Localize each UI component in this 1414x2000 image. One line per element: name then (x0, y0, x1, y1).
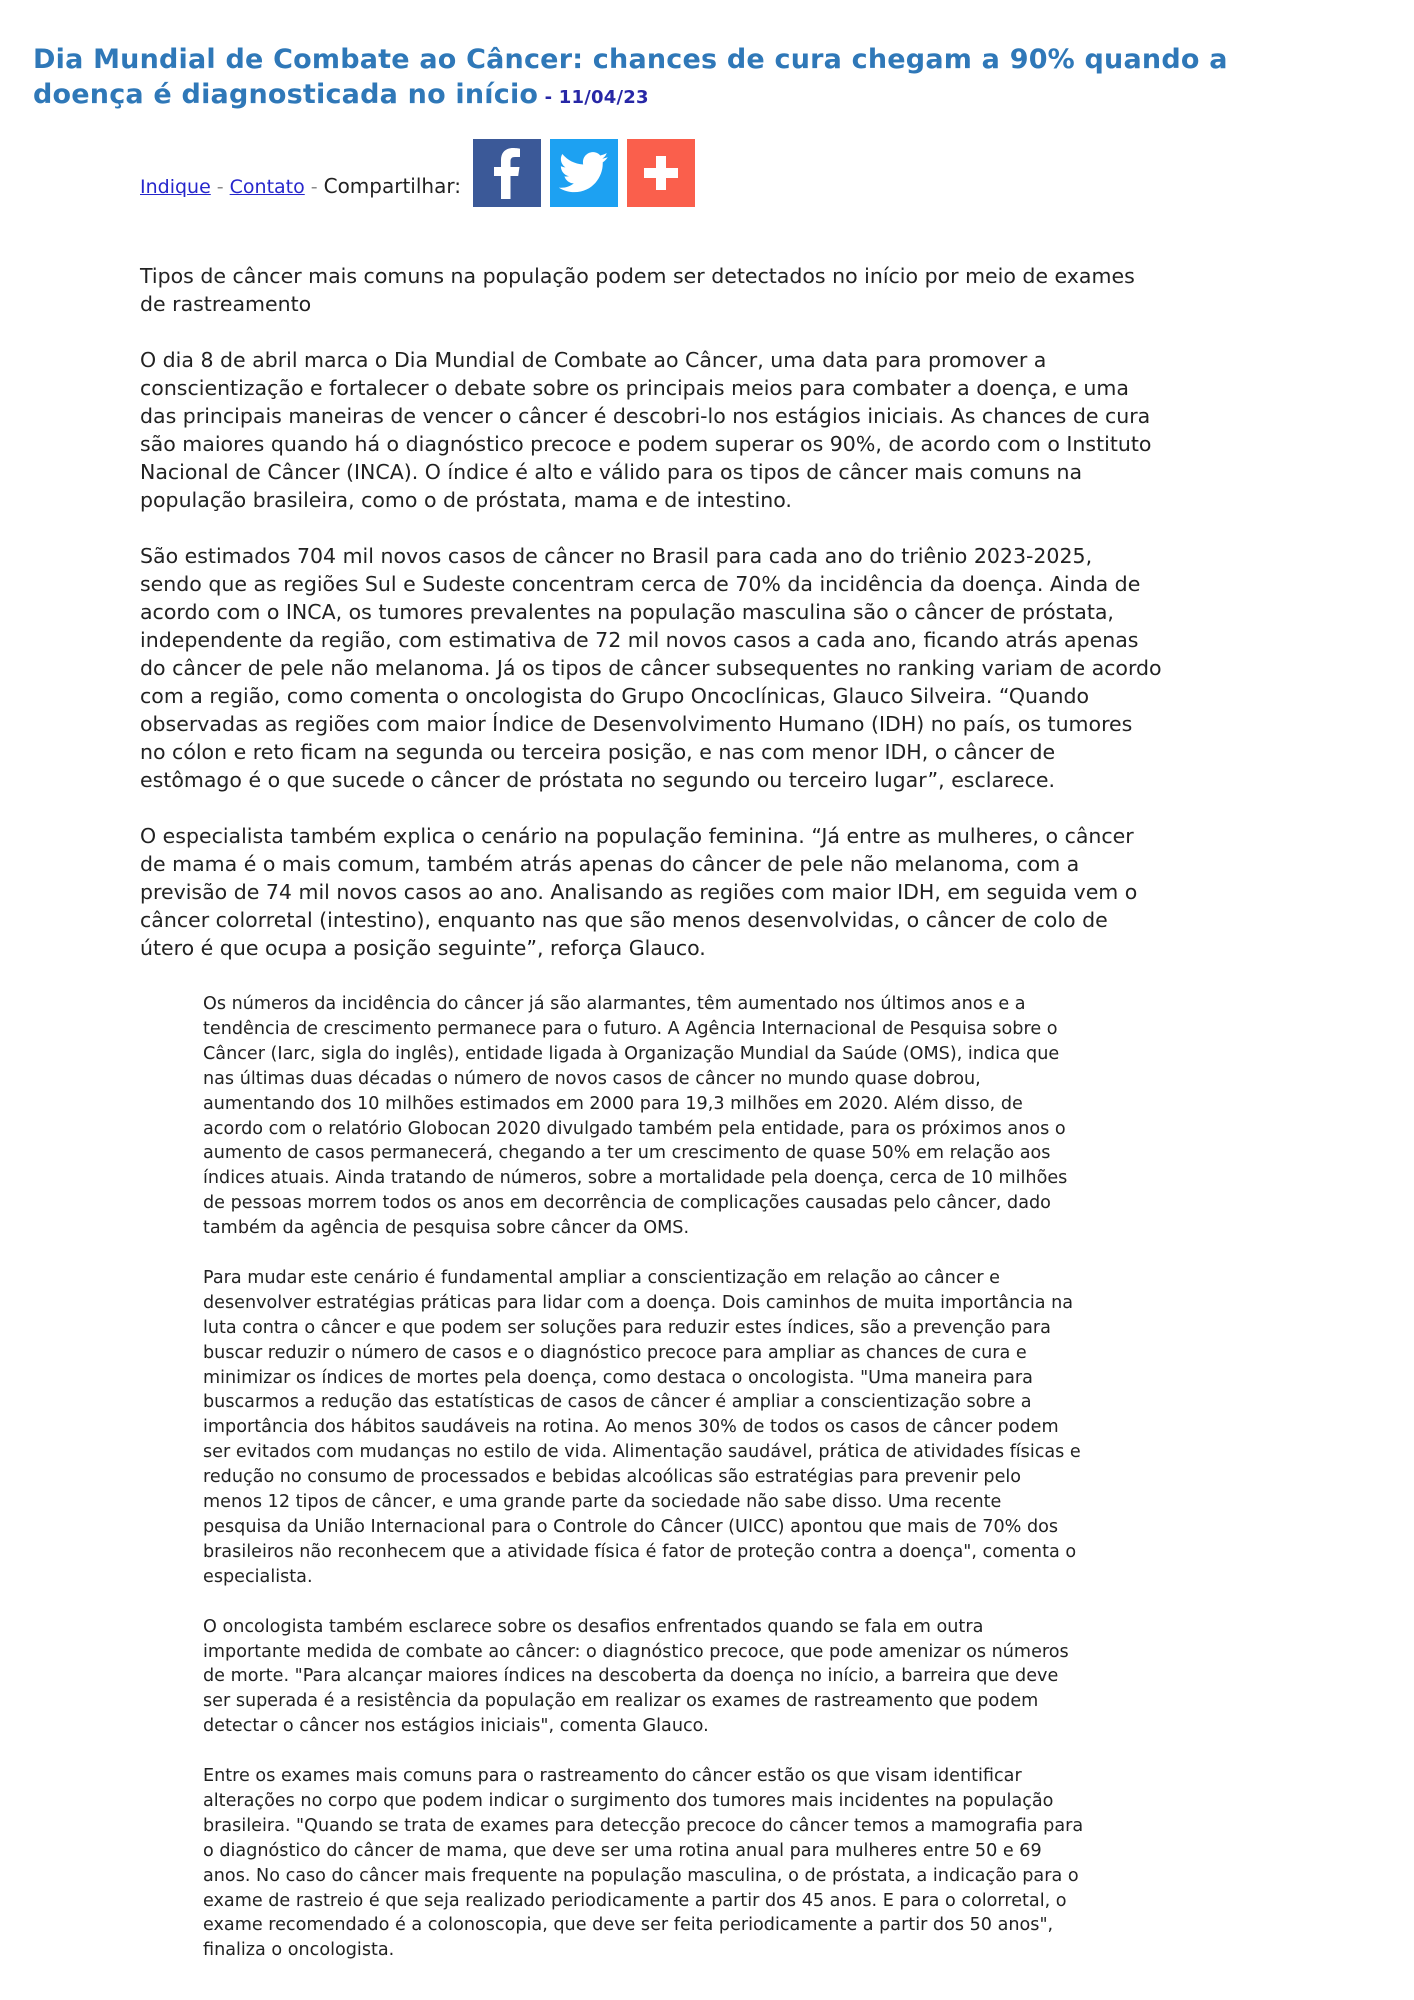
text-line: brasileira. "Quando se trata de exames para detecção precoce do câncer temos a mamografia para (203, 1815, 1084, 1836)
text-line: exame recomendado é a colonoscopia, que deve ser feita periodicamente a partir dos 50 anos", (203, 1915, 1054, 1936)
separator: - (310, 176, 318, 198)
quote-paragraph (203, 1764, 1353, 1963)
text-line: câncer colorretal (intestino), enquanto nas que são menos desenvolvidas, o câncer de colo de (140, 908, 1108, 932)
text-line: do câncer de pele não melanoma. Já os tipos de câncer subsequentes no ranking variam de acordo (140, 656, 1162, 680)
text-line: aumento de casos permanecerá, chegando a ter um crescimento de quase 50% em relação aos (203, 1143, 1051, 1164)
date-separator: - (538, 87, 559, 109)
paragraph (140, 542, 1400, 794)
text-line: Os números da incidência do câncer já são alarmantes, têm aumentado nos últimos anos e a (203, 994, 1026, 1014)
title-line: Dia Mundial de Combate ao Câncer: chances de cura chegam a 90% quando a (33, 44, 1228, 76)
text-line: índices atuais. Ainda tratando de números, sobre a mortalidade pela doença, cerca de 10 milhões (203, 1168, 1068, 1189)
article-subtitle (140, 262, 1400, 318)
paragraph (140, 346, 1400, 514)
title-line: doença é diagnosticada no início (33, 79, 539, 111)
text-line: O especialista também explica o cenário na população feminina. “Já entre as mulheres, o câncer (140, 824, 1134, 848)
paragraph (140, 822, 1400, 962)
text-line: aumentando dos 10 milhões estimados em 2000 para 19,3 milhões em 2020. Além disso, de (203, 1093, 1023, 1114)
article-title (33, 42, 1393, 115)
facebook-icon (487, 147, 527, 199)
text-line: sendo que as regiões Sul e Sudeste concentram cerca de 70% da incidência da doença. Ainda de (140, 572, 1141, 596)
quoted-section (203, 992, 1353, 1988)
text-line: útero é que ocupa a posição seguinte”, reforça Glauco. (140, 936, 706, 960)
text-line: nas últimas duas décadas o número de novos casos de câncer no mundo quase dobrou, (203, 1068, 981, 1089)
text-line: Entre os exames mais comuns para o rastreamento do câncer estão os que visam identificar (203, 1766, 1022, 1787)
text-line: previsão de 74 mil novos casos ao ano. Analisando as regiões com maior IDH, em seguida vem o (140, 880, 1138, 904)
quote-paragraph (203, 1266, 1353, 1590)
text-line: minimizar os índices de mortes pela doença, como destaca o oncologista. "Uma maneira para (203, 1367, 1033, 1388)
text-line: das principais maneiras de vencer o câncer é descobri-lo nos estágios iniciais. As chances de cura (140, 404, 1151, 428)
text-line: anos. No caso do câncer mais frequente na população masculina, o de próstata, a indicação para o (203, 1865, 1079, 1886)
text-line: independente da região, com estimativa de 72 mil novos casos a cada ano, ficando atrás apenas (140, 628, 1139, 652)
share-icons (473, 139, 704, 207)
text-line: de morte. "Para alcançar maiores índices na descoberta da doença no início, a barreira que deve (203, 1666, 1059, 1687)
text-line: especialista. (203, 1566, 313, 1587)
text-line: Para mudar este cenário é fundamental ampliar a conscientização em relação ao câncer e (203, 1267, 1000, 1288)
plus-icon (641, 153, 681, 193)
more-share-button[interactable] (627, 139, 695, 207)
text-line: observadas as regiões com maior Índice de Desenvolvimento Humano (IDH) no país, os tumores (140, 712, 1133, 736)
twitter-icon (559, 152, 609, 194)
share-links (140, 174, 461, 207)
text-line: O dia 8 de abril marca o Dia Mundial de Combate ao Câncer, uma data para promover a (140, 348, 1047, 372)
text-line: brasileiros não reconhecem que a atividade física é fator de proteção contra a doença", comenta o (203, 1541, 1077, 1562)
text-line: acordo com o INCA, os tumores prevalentes na população masculina são o câncer de próstata, (140, 600, 1114, 624)
quote-paragraph (203, 992, 1353, 1241)
text-line: ser evitados com mudanças no estilo de vida. Alimentação saudável, prática de atividades físicas e (203, 1442, 1081, 1463)
text-line: buscar reduzir o número de casos e o diagnóstico precoce para ampliar as chances de cura e (203, 1342, 1027, 1363)
text-line: exame de rastreio é que seja realizado periodicamente a partir dos 45 anos. E para o colorretal, o (203, 1890, 1067, 1911)
share-label: Compartilhar: (323, 174, 461, 198)
quote-paragraph (203, 1615, 1353, 1740)
text-line: conscientização e fortalecer o debate sobre os principais meios para combater a doença, e uma (140, 376, 1129, 400)
indique-link[interactable]: Indique (140, 176, 211, 198)
text-line: o diagnóstico do câncer de mama, que deve ser uma rotina anual para mulheres entre 50 e 69 (203, 1840, 1042, 1861)
text-line: O oncologista também esclarece sobre os desafios enfrentados quando se fala em outra (203, 1616, 984, 1637)
text-line: buscarmos a redução das estatísticas de casos de câncer é ampliar a conscientização sobre a (203, 1392, 1032, 1413)
text-line: detectar o câncer nos estágios iniciais", comenta Glauco. (203, 1716, 709, 1737)
text-line: Câncer (Iarc, sigla do inglês), entidade ligada à Organização Mundial da Saúde (OMS), indica que (203, 1043, 1060, 1064)
text-line: também da agência de pesquisa sobre câncer da OMS. (203, 1218, 690, 1239)
separator: - (216, 176, 224, 198)
text-line: São estimados 704 mil novos casos de câncer no Brasil para cada ano do triênio 2023-2025, (140, 544, 1093, 568)
text-line: população brasileira, como o de próstata, mama e de intestino. (140, 488, 792, 512)
text-line: importância dos hábitos saudáveis na rotina. Ao menos 30% de todos os casos de câncer podem (203, 1417, 1059, 1438)
text-line: menos 12 tipos de câncer, e uma grande parte da sociedade não sabe disso. Uma recente (203, 1492, 1002, 1513)
article-date: 11/04/23 (558, 87, 649, 109)
text-line: no cólon e reto ficam na segunda ou terceira posição, e nas com menor IDH, o câncer de (140, 740, 1056, 764)
article-body (140, 262, 1400, 990)
text-line: acordo com o relatório Globocan 2020 divulgado também pela entidade, para os próximos anos o (203, 1118, 1066, 1139)
text-line: finaliza o oncologista. (203, 1940, 395, 1961)
facebook-share-button[interactable] (473, 139, 541, 207)
text-line: luta contra o câncer e que podem ser soluções para reduzir estes índices, são a prevenção para (203, 1317, 1051, 1338)
text-line: redução no consumo de processados e bebidas alcoólicas são estratégias para prevenir pelo (203, 1467, 1022, 1488)
text-line: com a região, como comenta o oncologista do Grupo Oncoclínicas, Glauco Silveira. “Quando (140, 684, 1090, 708)
text-line: importante medida de combate ao câncer: o diagnóstico precoce, que pode amenizar os números (203, 1641, 1069, 1662)
text-line: ser superada é a resistência da população em realizar os exames de rastreamento que podem (203, 1691, 1039, 1712)
text-line: de pessoas morrem todos os anos em decorrência de complicações causadas pelo câncer, dado (203, 1193, 1051, 1214)
text-line: de mama é o mais comum, também atrás apenas do câncer de pele não melanoma, com a (140, 852, 1080, 876)
text-line: de rastreamento (140, 292, 312, 316)
text-line: tendência de crescimento permanece para o futuro. A Agência Internacional de Pesquisa sobre o (203, 1018, 1058, 1039)
text-line: desenvolver estratégias práticas para lidar com a doença. Dois caminhos de muita importância na (203, 1292, 1074, 1313)
text-line: Tipos de câncer mais comuns na população podem ser detectados no início por meio de exames (140, 264, 1135, 288)
text-line: Nacional de Câncer (INCA). O índice é alto e válido para os tipos de câncer mais comuns na (140, 460, 1083, 484)
text-line: alterações no corpo que podem indicar o surgimento dos tumores mais incidentes na população (203, 1790, 1054, 1811)
twitter-share-button[interactable] (550, 139, 618, 207)
text-line: estômago é o que sucede o câncer de próstata no segundo ou terceiro lugar”, esclarece. (140, 768, 1056, 792)
text-line: são maiores quando há o diagnóstico precoce e podem superar os 90%, de acordo com o Instituto (140, 432, 1152, 456)
share-bar (140, 137, 704, 207)
text-line: pesquisa da União Internacional para o Controle do Câncer (UICC) apontou que mais de 70% dos (203, 1517, 1059, 1538)
contato-link[interactable]: Contato (229, 176, 305, 198)
